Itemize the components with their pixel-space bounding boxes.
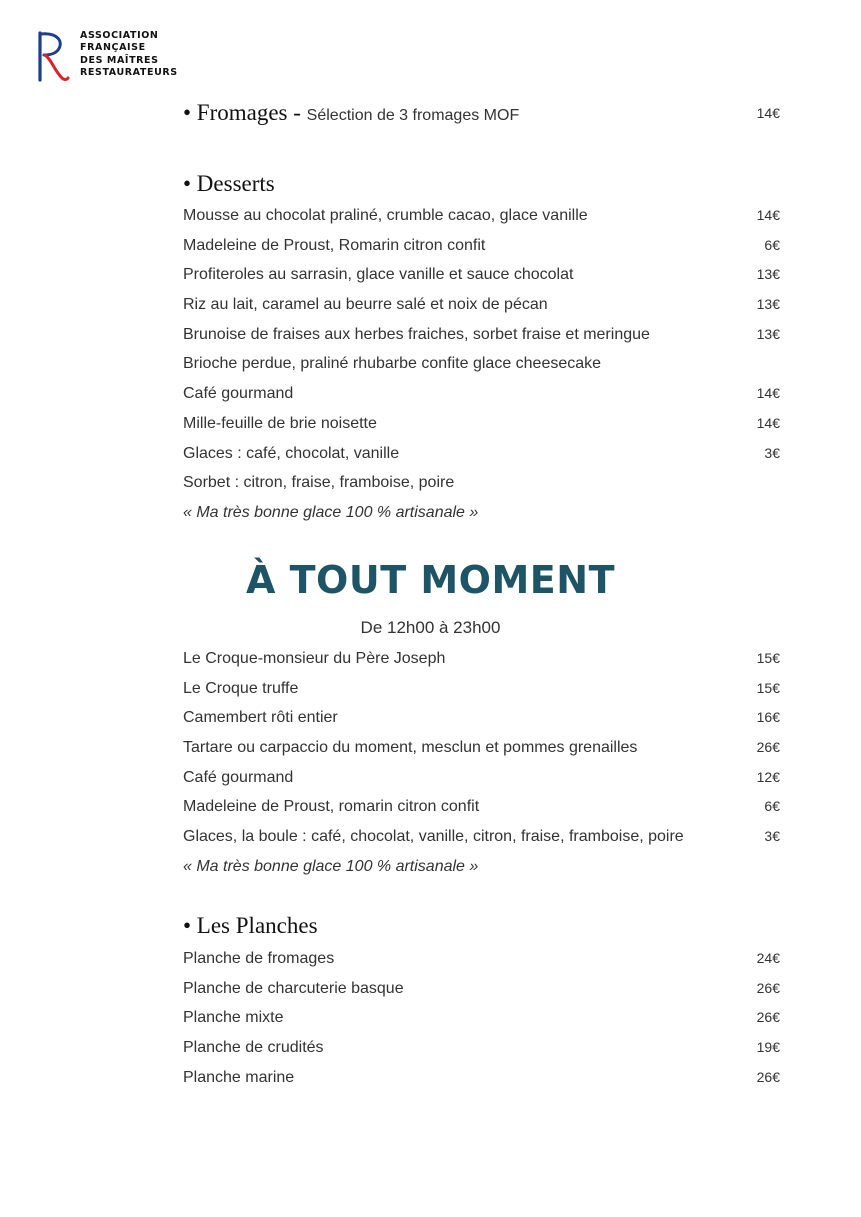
item-price: 16€	[756, 709, 780, 726]
fromages-price: 14€	[756, 105, 780, 121]
planches-section	[183, 908, 780, 1092]
item-name: Riz au lait, caramel au beurre salé et noix de pécan	[183, 296, 548, 314]
item-price: 14€	[756, 414, 780, 431]
menu-item	[183, 763, 780, 793]
fromages-title: • Fromages -	[183, 100, 307, 125]
item-price: 13€	[756, 296, 780, 313]
menu-item	[183, 231, 780, 261]
menu-item	[183, 320, 780, 350]
item-price: 13€	[756, 266, 780, 283]
item-name: Glaces : café, chocolat, vanille	[183, 444, 400, 462]
menu-item	[183, 822, 780, 852]
menu-item	[183, 644, 780, 674]
item-name: Sorbet : citron, fraise, framboise, poire	[183, 474, 455, 492]
logo-line: RESTAURATEURS	[80, 66, 178, 78]
item-name: Planche de fromages	[183, 950, 335, 967]
menu-top-section	[183, 100, 780, 528]
item-name: Café gourmand	[183, 385, 294, 403]
item-price: 6€	[764, 236, 780, 253]
item-name: Planche mixte	[183, 1009, 284, 1027]
item-name: Planche de charcuterie basque	[183, 979, 404, 997]
menu-item	[183, 201, 780, 231]
menu-item	[183, 409, 780, 439]
item-price: 26€	[756, 979, 780, 996]
menu-item	[183, 439, 780, 469]
item-name: Brunoise de fraises aux herbes fraiches, sorbet fraise et meringue	[183, 325, 650, 343]
menu-item	[183, 260, 780, 290]
desserts-heading: • Desserts	[183, 171, 275, 196]
maitres-restaurateurs-r-icon	[36, 30, 70, 82]
menu-item	[183, 792, 780, 822]
tout-moment-hours: De 12h00 à 23h00	[360, 618, 501, 637]
menu-item	[183, 1033, 780, 1063]
item-price: 3€	[764, 828, 780, 845]
item-price: 24€	[756, 950, 780, 966]
item-price: 26€	[756, 1068, 780, 1085]
menu-item	[183, 733, 780, 763]
menu-item	[183, 703, 780, 733]
item-name: Camembert rôti entier	[183, 709, 338, 727]
item-name: Madeleine de Proust, Romarin citron confit	[183, 236, 486, 254]
tout-moment-list	[183, 644, 780, 882]
tout-moment-title: À TOUT MOMENT	[246, 558, 615, 602]
item-name: Brioche perdue, praliné rhubarbe confite glace cheesecake	[183, 355, 602, 373]
item-price: 15€	[756, 679, 780, 696]
menu-item	[183, 290, 780, 320]
glace-note: « Ma très bonne glace 100 % artisanale »	[183, 857, 479, 875]
logo-line: ASSOCIATION	[80, 30, 159, 41]
item-name: Mille-feuille de brie noisette	[183, 414, 377, 432]
item-price: 26€	[756, 1009, 780, 1026]
item-name: Madeleine de Proust, romarin citron confit	[183, 798, 480, 816]
association-logo	[36, 30, 178, 82]
menu-item	[183, 349, 780, 379]
planches-heading: • Les Planches	[183, 913, 318, 938]
item-name: Glaces, la boule : café, chocolat, vanille, citron, fraise, framboise, poire	[183, 828, 684, 846]
fromages-row	[183, 100, 780, 136]
item-name: Profiteroles au sarrasin, glace vanille et sauce chocolat	[183, 266, 574, 284]
item-price: 19€	[756, 1039, 780, 1056]
menu-item	[183, 1003, 780, 1033]
item-price: 14€	[756, 207, 780, 223]
menu-item	[183, 674, 780, 704]
fromages-subtitle: Sélection de 3 fromages MOF	[306, 107, 520, 124]
menu-item	[183, 944, 780, 974]
logo-line: DES MAÎTRES	[80, 54, 159, 66]
item-name: Le Croque-monsieur du Père Joseph	[183, 650, 446, 667]
logo-text	[80, 30, 178, 79]
item-price: 12€	[756, 768, 780, 785]
fromages-heading	[183, 100, 519, 126]
menu-item	[183, 379, 780, 409]
desserts-list	[183, 201, 780, 528]
item-name: Planche marine	[183, 1068, 295, 1086]
item-price: 3€	[764, 444, 780, 461]
menu-item	[183, 468, 780, 498]
item-name: Café gourmand	[183, 768, 294, 786]
item-price: 15€	[756, 650, 780, 666]
menu-item	[183, 1063, 780, 1093]
glace-note: « Ma très bonne glace 100 % artisanale »	[183, 503, 479, 521]
logo-line: FRANÇAISE	[80, 42, 146, 54]
item-price: 6€	[764, 798, 780, 815]
item-name: Planche de crudités	[183, 1039, 324, 1057]
item-price: 14€	[756, 385, 780, 402]
menu-item	[183, 974, 780, 1004]
item-name: Le Croque truffe	[183, 679, 299, 697]
item-price: 13€	[756, 325, 780, 342]
item-name: Mousse au chocolat praliné, crumble cacao, glace vanille	[183, 207, 588, 224]
item-price: 26€	[756, 739, 780, 756]
item-name: Tartare ou carpaccio du moment, mesclun et pommes grenailles	[183, 739, 638, 757]
